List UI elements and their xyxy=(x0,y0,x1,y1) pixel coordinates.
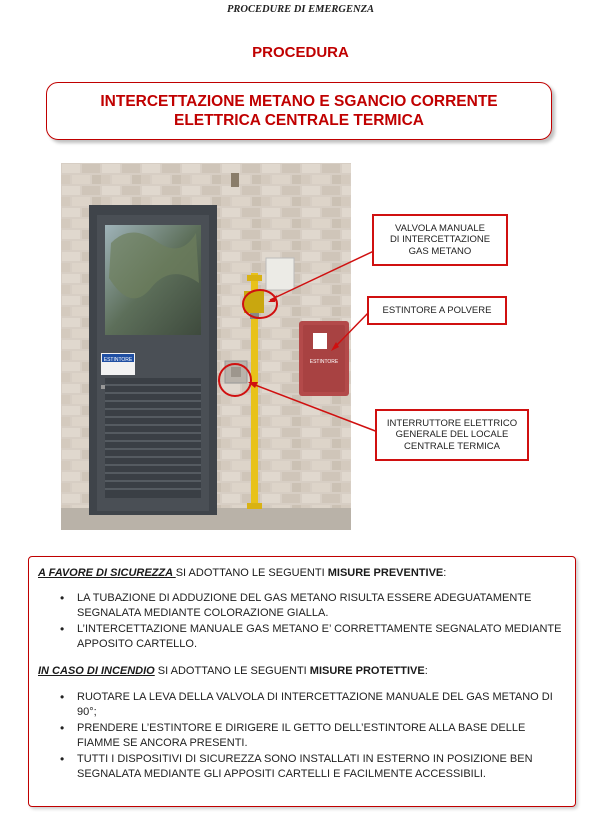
preventive-lead xyxy=(38,567,446,579)
protective-lead-underlined: IN CASO DI INCENDIO xyxy=(38,665,155,677)
callout-gas-valve-line-1: VALVOLA MANUALE xyxy=(395,222,485,234)
section-label: PROCEDURA xyxy=(252,44,349,61)
list-item: • L’INTERCETTAZIONE MANUALE GAS METANO E’ CORRETTAMENTE SEGNALATO MEDIANTE APPOSITO CARTELLO. xyxy=(57,622,567,652)
procedure-title-line-2: ELETTRICA CENTRALE TERMICA xyxy=(174,112,424,129)
callout-gas-valve-line-3: GAS METANO xyxy=(408,245,472,257)
preventive-lead-bold: MISURE PREVENTIVE xyxy=(327,567,444,579)
safety-measures-box xyxy=(28,556,576,807)
list-item: • PRENDERE L’ESTINTORE E DIRIGERE IL GETTO DELL’ESTINTORE ALLA BASE DELLE FIAMME SE ANCORA PRESENTI. xyxy=(57,721,567,751)
site-photo xyxy=(61,163,351,530)
callout-main-switch-line-3: CENTRALE TERMICA xyxy=(404,440,500,452)
site-photo-illustration xyxy=(61,163,351,530)
list-item: • RUOTARE LA LEVA DELLA VALVOLA DI INTERCETTAZIONE MANUALE DEL GAS METANO DI 90°; xyxy=(57,690,567,720)
callout-extinguisher xyxy=(367,296,507,325)
preventive-list xyxy=(57,591,567,653)
callout-gas-valve-line-2: DI INTERCETTAZIONE xyxy=(389,234,491,246)
callout-gas-valve xyxy=(372,214,508,266)
list-item: • TUTTI I DISPOSITIVI DI SICUREZZA SONO INSTALLATI IN ESTERNO IN POSIZIONE BEN SEGNALATA MEDIANTE GLI APPOSITI CARTELLI E FACILMENTE ACCESSIBILI. xyxy=(57,752,567,782)
document-header: PROCEDURE DI EMERGENZA xyxy=(226,4,375,15)
protective-list xyxy=(57,690,567,783)
callout-main-switch-line-2: GENERALE DEL LOCALE xyxy=(395,429,509,441)
door-sign-label: ESTINTORE xyxy=(103,357,133,363)
preventive-lead-end: : xyxy=(443,567,447,579)
list-item: • LA TUBAZIONE DI ADDUZIONE DEL GAS METANO RISULTA ESSERE ADEGUATAMENTE SEGNALATA MEDIANTE COLORAZIONE GIALLA. xyxy=(57,591,567,621)
callout-main-switch-line-1: INTERRUTTORE ELETTRICO xyxy=(386,417,518,429)
protective-lead xyxy=(38,665,428,677)
callout-extinguisher-line-1: ESTINTORE A POLVERE xyxy=(382,304,492,316)
protective-lead-bold: MISURE PROTETTIVE xyxy=(309,665,425,677)
callout-main-switch xyxy=(375,409,529,461)
preventive-lead-underlined: A FAVORE DI SICUREZZA xyxy=(38,567,176,579)
protective-lead-text: SI ADOTTANO LE SEGUENTI xyxy=(154,665,310,677)
preventive-lead-text: SI ADOTTANO LE SEGUENTI xyxy=(175,567,328,579)
procedure-title-box xyxy=(46,82,552,140)
extinguisher-cabinet-label: ESTINTORE xyxy=(309,359,339,365)
protective-lead-end: : xyxy=(424,665,428,677)
procedure-title-line-1: INTERCETTAZIONE METANO E SGANCIO CORRENTE xyxy=(100,93,498,110)
